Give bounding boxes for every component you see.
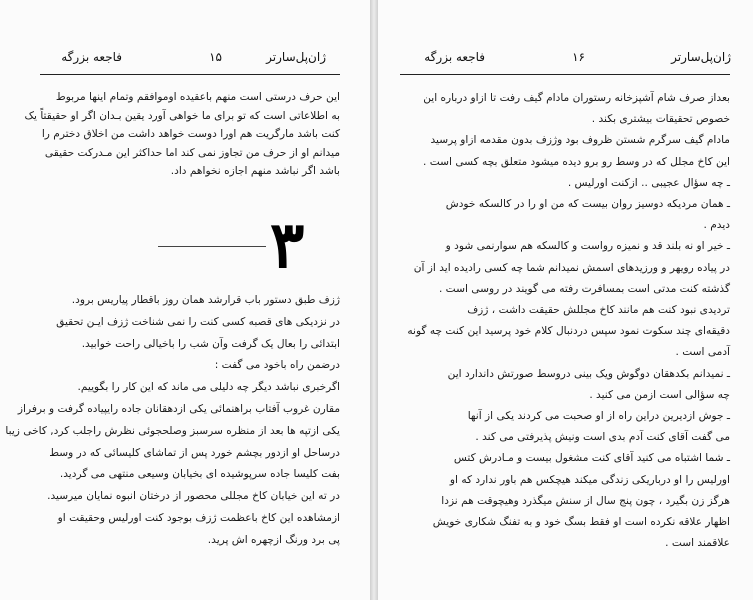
text-line: بفت کلیسا جاده سرپوشیده ای بخیابان وسیعی منتهی می گردید. — [59, 468, 340, 481]
right-page-text — [400, 88, 730, 554]
text-line: اگرخبری نباشد دیگر چه دلیلی می ماند که این کار را بگوییم. — [77, 381, 340, 394]
text-line: کنت باشد مارگریت هم اورا دوست خواهد داشت من اخلاق دخترم را — [41, 128, 340, 140]
text-line: پی برد ورنگ ازچهره اش پرید. — [207, 533, 340, 546]
left-page-bottom-text — [5, 290, 340, 552]
text-line: دقیقه‌ای چند سکوت نمود سپس دردنبال کلام خود پرسید این کنت چه گونه — [407, 325, 730, 338]
right-page — [378, 0, 753, 600]
text-line: ابتدائی را بعال یک گرفت وآن شب را باخیالی راحت خوابید. — [81, 337, 340, 350]
page-number: ۱۶ — [572, 50, 585, 64]
text-line: در نزدیکی های قصبه کسی کنت را نمی شناخت ژزف ایـن تحقیق — [56, 315, 340, 328]
text-line: مقارن غروب آفتاب براهنمائی یکی ازدهقانان جاده رایپیاده گرفت و برفراز — [17, 402, 340, 415]
text-line: ـ نمیدانم بکدهقان دوگوش ویک بینی دروسط صورتش داندارد این — [447, 367, 730, 380]
text-line: این کاخ مجلل که در وسط رو برو دیده میشود متعلق بچه کسی است . — [423, 155, 730, 168]
text-line: میدانم او از حرف من تجاوز نمی کند اما حداکثر این مـدرکت حقیقی — [44, 146, 340, 159]
page-number: ۱۵ — [209, 50, 222, 64]
text-line: گذشته کنت مدتی است بمسافرت رفته می گویند در روسی است . — [438, 282, 730, 295]
text-line: می گفت آقای کنت آدم بدی است ونیش پذیرفتی می کند . — [475, 431, 730, 444]
text-line: چه سؤالی است ازمن می کنید . — [589, 388, 730, 401]
running-author: ژان‌پل‌سارتر — [671, 50, 731, 64]
text-line: اظهار علاقه نکرده است او فقط بسگ خود و به تفنگ شکاری خویش — [432, 516, 730, 529]
chapter-rule — [158, 246, 266, 247]
left-page — [0, 0, 370, 600]
text-line: ـ همان مردیکه دوسیز روان بیست که من او را در کالسکه خودش — [445, 198, 730, 211]
text-line: این حرف درستی است منهم باعقیده اوموافقم وتمام اینها مربوط — [55, 91, 340, 103]
text-line: تردیدی نبود کنت هم مانند کاخ مجللش حقیقت داشت ، ژزف — [467, 304, 730, 317]
text-line: در ته این خیابان کاخ مجللی محصور از درختان انبوه نمایان میرسید. — [47, 490, 340, 503]
header-rule — [400, 74, 730, 75]
chapter-number: ۳ — [270, 208, 305, 283]
text-line: آدمی است . — [675, 346, 730, 359]
header-rule — [40, 74, 340, 75]
left-page-header — [0, 50, 370, 72]
text-line: درساحل او ازدور بچشم خورد پس از تماشای کلیسائی که در وسط — [49, 446, 340, 459]
text-line: در پیاده رویهر و ورزیدهای اسمش نمیدانم شما چه کسی رادیده اید از آن — [413, 261, 730, 274]
right-page-header — [378, 50, 753, 72]
text-line: یکی ازتپه ها بعد از منظره سرسبز وصلحجوئی نظرش راجلب کرد, کاخی زیبا — [5, 424, 340, 437]
text-line: علاقمند است . — [665, 537, 730, 550]
left-page-top-text — [24, 88, 340, 181]
text-line: باشد اگر نباشد منهم اجازه نخواهم داد. — [170, 165, 340, 177]
text-line: هرگز زن بگیرد ، چون پنج سال از سنش میگذرد وهیچوقت هم نزدا — [441, 494, 730, 507]
text-line: دیدم . — [703, 219, 730, 232]
running-title: فاجعه بزرگه — [424, 50, 485, 64]
text-line: به اطلاعاتی است که تو برای ما خواهی آورد یقین بـدان اگر او حقیقتاً یک — [24, 109, 340, 122]
text-line: ـ شما اشتباه می کنید آقای کنت مشغول بیست و مـادرش کتس — [453, 452, 730, 465]
text-line: اورلیس را او درباریکی زندگی میکند هیچکس هم باور ندارد که او — [449, 473, 730, 486]
book-gutter — [370, 0, 378, 600]
text-line: ازمشاهده این کاخ باعظمت ژزف بوجود کنت اورلیس وحقیقت او — [57, 511, 340, 524]
text-line: ـ جوش ازدیرین دراین راه از او صحبت می کردند یکی از آنها — [467, 410, 730, 423]
running-title: فاجعه بزرگه — [61, 50, 122, 64]
text-line: بعداز صرف شام آشپزخانه رستوران مادام گیف رفت تا ازاو درباره این — [423, 92, 730, 104]
text-line: مادام گیف سرگرم شستن ظروف بود وژزف بدون مقدمه ازاو پرسید — [430, 134, 730, 147]
text-line: ـ چه سؤال عجیبی .. ازکنت اورلیس . — [567, 176, 730, 189]
running-author: ژان‌پل‌سارتر — [266, 50, 326, 64]
text-line: درضمن راه باخود می گفت : — [214, 359, 340, 372]
text-line: خصوص تحقیقات بیشتری بکند . — [591, 113, 730, 126]
text-line: ـ خیر او نه بلند قد و نمیزه رواست و کالسکه هم سوارنمی شود و — [445, 240, 730, 253]
text-line: ژزف طبق دستور باب قرارشد همان روز باقطار پیاریس برود. — [71, 294, 340, 306]
